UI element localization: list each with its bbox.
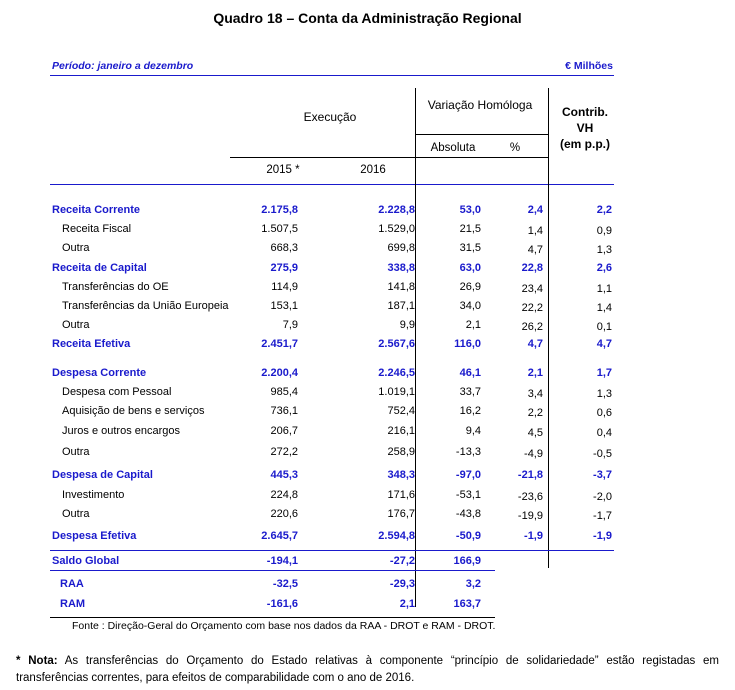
row-label: Outra xyxy=(62,508,90,520)
top-rule xyxy=(50,75,614,76)
row-label: Juros e outros encargos xyxy=(62,425,181,437)
table-row xyxy=(0,425,735,443)
table-bottom-rule xyxy=(50,617,495,618)
value-pct: 2,2 xyxy=(527,407,543,419)
value-contrib: 1,3 xyxy=(596,388,612,400)
footnote-text: As transferências do Orçamento do Estado relativas à componente “princípio de solidariedade” estão registadas em transferências correntes, para efeitos de comparabilidade com o ano de 2016. xyxy=(16,655,720,684)
value-2015: 668,3 xyxy=(270,242,298,254)
saldo-bottom-rule xyxy=(50,570,495,571)
value-2016: 2,1 xyxy=(399,598,415,610)
header-bottom-rule xyxy=(50,184,614,185)
source-note: Fonte : Direção-Geral do Orçamento com base nos dados da RAA - DROT e RAM - DROT. xyxy=(72,620,496,632)
value-2016: 338,8 xyxy=(387,262,415,274)
value-pct: 22,2 xyxy=(521,302,543,314)
value-absoluta: 34,0 xyxy=(459,300,481,312)
value-2016: 187,1 xyxy=(387,300,415,312)
value-absoluta: 3,2 xyxy=(465,578,481,590)
value-pct: -23,6 xyxy=(517,491,543,503)
value-2016: 699,8 xyxy=(387,242,415,254)
row-label: Receita Efetiva xyxy=(52,338,131,350)
value-2015: 206,7 xyxy=(270,425,298,437)
value-absoluta: 46,1 xyxy=(459,367,481,379)
value-2015: 736,1 xyxy=(270,405,298,417)
header-pct: % xyxy=(509,142,521,154)
value-contrib: -0,5 xyxy=(593,448,612,460)
value-absoluta: -97,0 xyxy=(455,469,481,481)
value-absoluta: 2,1 xyxy=(465,319,481,331)
value-2016: 258,9 xyxy=(387,446,415,458)
value-pct: 2,4 xyxy=(527,204,543,216)
value-2015: 2.645,7 xyxy=(261,530,298,542)
value-2015: 224,8 xyxy=(270,489,298,501)
value-pct: 3,4 xyxy=(527,388,543,400)
value-2016: 2.594,8 xyxy=(378,530,415,542)
row-label: RAM xyxy=(60,598,86,610)
value-absoluta: -50,9 xyxy=(455,530,481,542)
footnote-star: * xyxy=(16,655,21,667)
row-label: RAA xyxy=(60,578,84,590)
row-label: Despesa com Pessoal xyxy=(62,386,172,398)
value-contrib: -2,0 xyxy=(593,491,612,503)
table-row xyxy=(0,367,735,385)
value-2015: -32,5 xyxy=(272,578,298,590)
row-label: Outra xyxy=(62,319,90,331)
row-label: Receita de Capital xyxy=(52,262,147,274)
value-contrib: 4,7 xyxy=(596,338,612,350)
value-absoluta: 21,5 xyxy=(459,223,481,235)
table-row xyxy=(0,598,735,616)
value-contrib: -1,9 xyxy=(593,530,612,542)
row-label: Aquisição de bens e serviços xyxy=(62,405,205,417)
value-pct: 4,7 xyxy=(527,338,543,350)
value-absoluta: -53,1 xyxy=(455,489,481,501)
value-2016: -27,2 xyxy=(389,555,415,567)
value-contrib: -3,7 xyxy=(593,469,612,481)
value-pct: 4,5 xyxy=(527,427,543,439)
table-row xyxy=(0,338,735,356)
table-row xyxy=(0,446,735,464)
value-pct: 1,4 xyxy=(527,225,543,237)
value-contrib: 0,4 xyxy=(596,427,612,439)
row-label: Outra xyxy=(62,446,90,458)
table-row xyxy=(0,319,735,337)
table-row xyxy=(0,281,735,299)
value-2016: 2.246,5 xyxy=(378,367,415,379)
value-2016: 348,3 xyxy=(387,469,415,481)
value-contrib: 1,7 xyxy=(596,367,612,379)
row-label: Investimento xyxy=(62,489,125,501)
value-contrib: 1,1 xyxy=(596,283,612,295)
footnote xyxy=(16,653,719,687)
table-row xyxy=(0,204,735,222)
value-pct: -21,8 xyxy=(517,469,543,481)
row-label: Outra xyxy=(62,242,90,254)
header-rule-variacao xyxy=(415,134,548,135)
value-2015: 272,2 xyxy=(270,446,298,458)
value-2016: 1.019,1 xyxy=(378,386,415,398)
value-absoluta: 31,5 xyxy=(459,242,481,254)
period-label: Período: janeiro a dezembro xyxy=(52,60,194,72)
value-2015: 2.451,7 xyxy=(261,338,298,350)
saldo-top-rule xyxy=(50,550,614,551)
value-2015: 275,9 xyxy=(270,262,298,274)
value-2016: 752,4 xyxy=(387,405,415,417)
header-absoluta: Absoluta xyxy=(430,142,476,154)
value-pct: 26,2 xyxy=(521,321,543,333)
value-2015: 2.200,4 xyxy=(261,367,298,379)
table-row xyxy=(0,469,735,487)
value-absoluta: 116,0 xyxy=(454,338,481,350)
value-pct: -1,9 xyxy=(524,530,543,542)
value-2016: 141,8 xyxy=(387,281,415,293)
value-2016: 2.567,6 xyxy=(378,338,415,350)
value-absoluta: 26,9 xyxy=(459,281,481,293)
table-row xyxy=(0,386,735,404)
table-row xyxy=(0,489,735,507)
value-2016: 1.529,0 xyxy=(378,223,415,235)
value-pct: 23,4 xyxy=(521,283,543,295)
header-2016: 2016 xyxy=(360,164,386,176)
value-2015: 985,4 xyxy=(270,386,298,398)
value-absoluta: 166,9 xyxy=(453,555,481,567)
row-label: Receita Fiscal xyxy=(62,223,132,235)
table-row xyxy=(0,262,735,280)
header-variacao: Variação Homóloga xyxy=(427,98,533,112)
table-row xyxy=(0,223,735,241)
value-2015: 7,9 xyxy=(282,319,298,331)
value-contrib: 0,9 xyxy=(596,225,612,237)
value-2015: 1.507,5 xyxy=(261,223,298,235)
value-absoluta: -13,3 xyxy=(455,446,481,458)
value-pct: 22,8 xyxy=(521,262,543,274)
value-2016: 176,7 xyxy=(387,508,415,520)
row-label: Receita Corrente xyxy=(52,204,141,216)
table-row xyxy=(0,578,735,596)
row-label: Saldo Global xyxy=(52,555,120,567)
table-row xyxy=(0,300,735,318)
value-2016: 216,1 xyxy=(387,425,415,437)
value-absoluta: 53,0 xyxy=(459,204,481,216)
value-2015: 153,1 xyxy=(270,300,298,312)
unit-label: € Milhões xyxy=(565,60,613,72)
value-2015: 445,3 xyxy=(270,469,298,481)
value-contrib: -1,7 xyxy=(593,510,612,522)
value-2015: -194,1 xyxy=(266,555,298,567)
value-absoluta: 163,7 xyxy=(453,598,481,610)
value-contrib: 1,3 xyxy=(596,244,612,256)
header-rule-execucao xyxy=(230,157,548,158)
value-absoluta: -43,8 xyxy=(455,508,481,520)
header-contrib-2: VH xyxy=(576,121,594,135)
header-2015: 2015 * xyxy=(266,164,300,176)
value-contrib: 2,2 xyxy=(596,204,612,216)
footnote-label: Nota: xyxy=(28,655,58,667)
value-pct: 4,7 xyxy=(527,244,543,256)
table-title: Quadro 18 – Conta da Administração Regional xyxy=(213,10,522,26)
table-row xyxy=(0,242,735,260)
header-contrib-1: Contrib. xyxy=(562,105,608,119)
table-row xyxy=(0,530,735,548)
value-absoluta: 33,7 xyxy=(459,386,481,398)
value-2015: 2.175,8 xyxy=(261,204,298,216)
value-2015: 114,9 xyxy=(271,281,298,293)
row-label: Transferências da União Europeia xyxy=(62,300,229,312)
value-2016: 171,6 xyxy=(387,489,415,501)
value-2015: 220,6 xyxy=(270,508,298,520)
header-execucao: Execução xyxy=(303,110,357,124)
value-pct: -19,9 xyxy=(517,510,543,522)
row-label: Despesa de Capital xyxy=(52,469,153,481)
value-2016: 9,9 xyxy=(399,319,415,331)
row-label: Despesa Corrente xyxy=(52,367,147,379)
value-2016: 2.228,8 xyxy=(378,204,415,216)
value-2016: -29,3 xyxy=(389,578,415,590)
value-2015: -161,6 xyxy=(266,598,298,610)
value-pct: 2,1 xyxy=(527,367,543,379)
table-row xyxy=(0,405,735,423)
value-absoluta: 16,2 xyxy=(459,405,481,417)
value-absoluta: 63,0 xyxy=(459,262,481,274)
value-contrib: 0,1 xyxy=(596,321,612,333)
value-pct: -4,9 xyxy=(524,448,543,460)
value-contrib: 0,6 xyxy=(596,407,612,419)
table-row xyxy=(0,508,735,526)
row-label: Transferências do OE xyxy=(62,281,169,293)
row-label: Despesa Efetiva xyxy=(52,530,137,542)
value-contrib: 2,6 xyxy=(596,262,612,274)
value-absoluta: 9,4 xyxy=(465,425,481,437)
value-contrib: 1,4 xyxy=(596,302,612,314)
header-contrib-3: (em p.p.) xyxy=(560,137,610,151)
